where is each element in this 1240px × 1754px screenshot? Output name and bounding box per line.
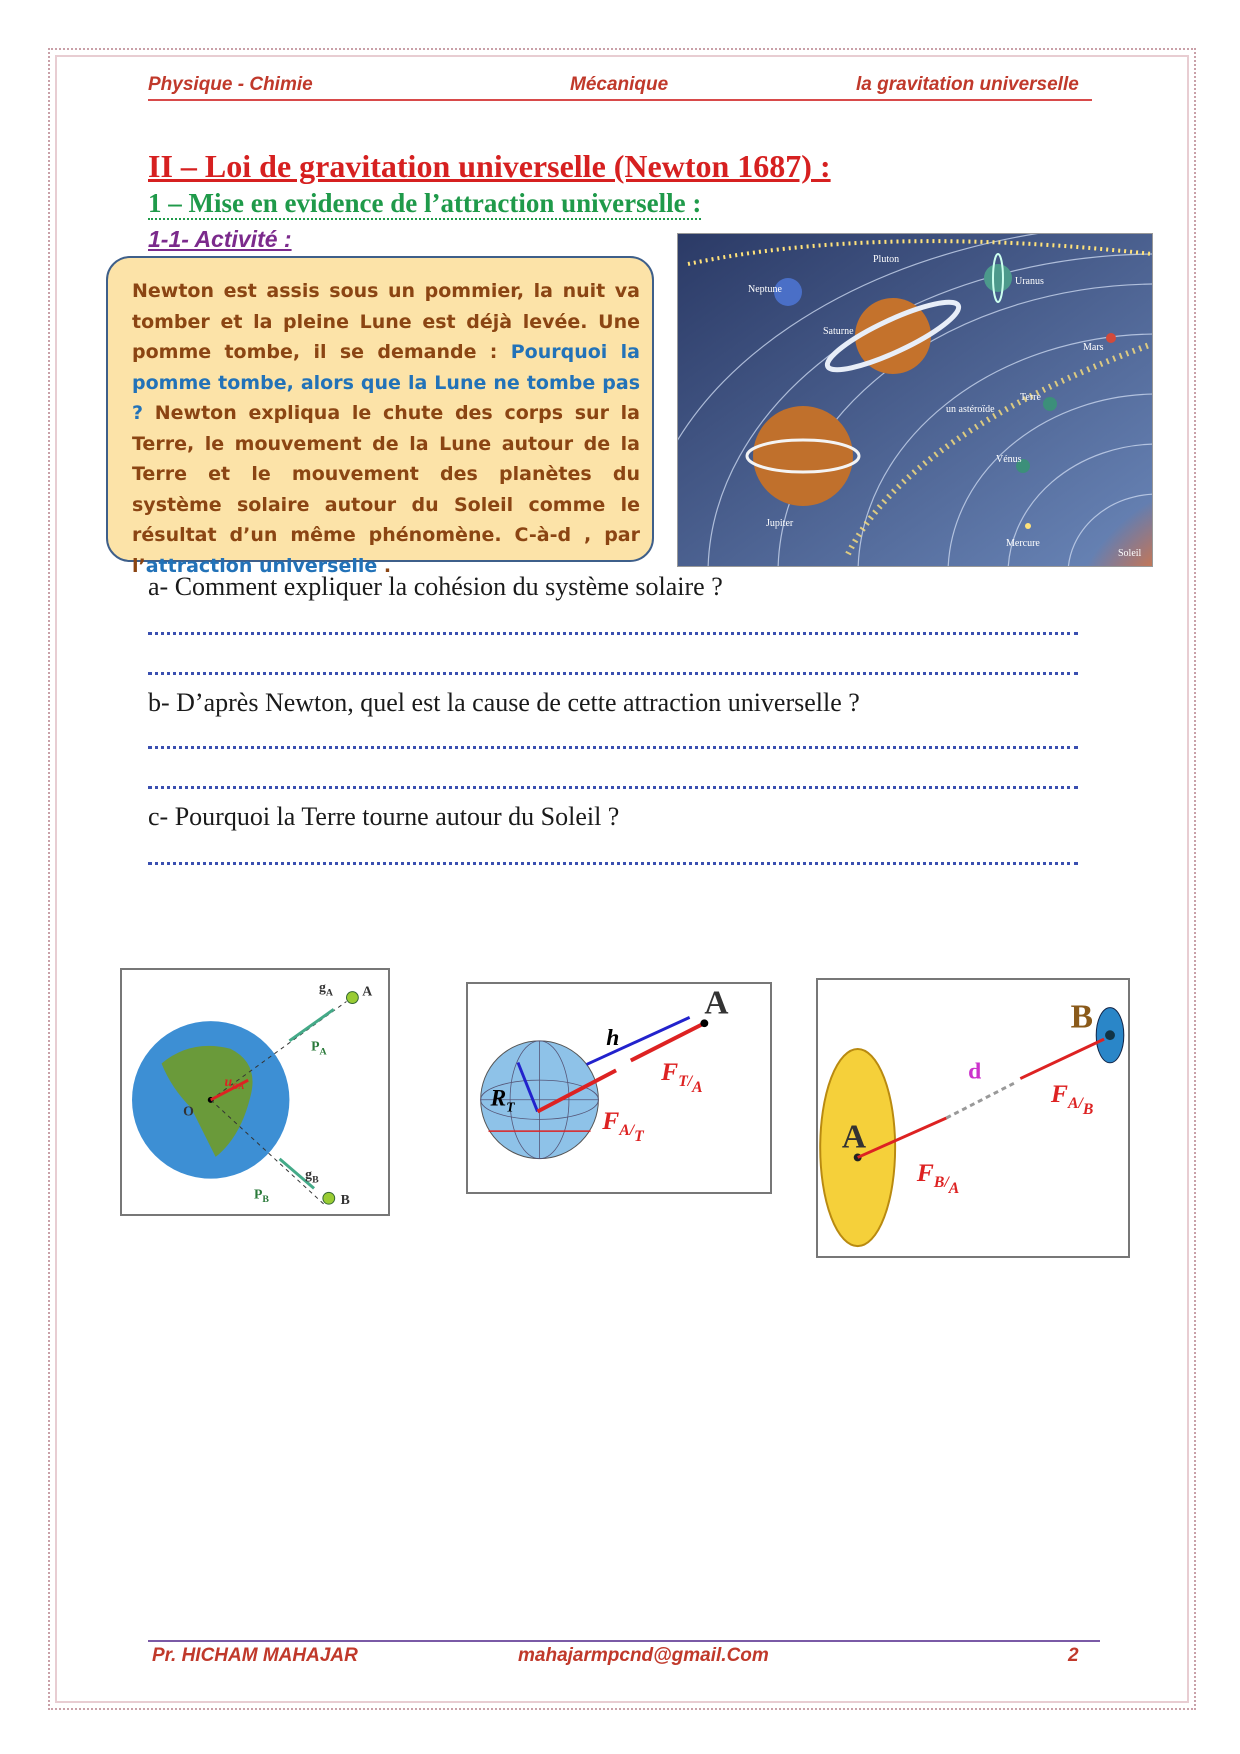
header-topic: la gravitation universelle xyxy=(856,74,1079,95)
svg-text:FB/A: $F_B/_A$ xyxy=(916,1158,960,1197)
figure-earth-weight xyxy=(120,968,390,1216)
svg-text:Vénus: Vénus xyxy=(996,454,1022,465)
header-subject: Physique - Chimie xyxy=(148,74,313,95)
svg-text:A: A xyxy=(704,984,729,1022)
svg-text:Terre: Terre xyxy=(1020,392,1041,403)
footer-author: Pr. HICHAM MAHAJAR xyxy=(152,1645,358,1666)
figure-two-bodies xyxy=(816,978,1130,1258)
svg-text:O: O xyxy=(183,1103,194,1119)
svg-text:Mercure: Mercure xyxy=(1006,538,1040,549)
svg-text:RT: $R_T$ xyxy=(490,1085,515,1115)
svg-text:PA: $P_A$ xyxy=(311,1038,327,1058)
footer-rule xyxy=(148,1640,1100,1642)
svg-text:PB: $P_B$ xyxy=(254,1186,270,1206)
activity-question: Pourquoi la pomme tombe, alors que la Lune ne tombe pas ? xyxy=(132,341,640,424)
footer-email[interactable]: mahajarmpcnd@gmail.Com xyxy=(518,1645,769,1666)
header-rule xyxy=(148,99,1092,101)
svg-text:Neptune: Neptune xyxy=(748,284,782,295)
answer-line-a1[interactable] xyxy=(148,632,1078,637)
svg-text:Mars: Mars xyxy=(1083,342,1104,353)
svg-text:Jupiter: Jupiter xyxy=(766,518,794,529)
svg-text:A: A xyxy=(362,983,373,999)
svg-text:FT/A: $F_T/_A$ xyxy=(661,1057,703,1096)
svg-text:FA/T: $F_A/_T$ xyxy=(602,1106,644,1145)
svg-text:Saturne: Saturne xyxy=(823,326,854,337)
answer-line-c1[interactable] xyxy=(148,862,1078,867)
svg-text:FA/B: $F_A/_B$ xyxy=(1050,1079,1094,1119)
subsection-title: 1 – Mise en evidence de l’attraction universelle : xyxy=(148,188,702,218)
solar-system-image xyxy=(677,233,1153,567)
activity-heading: 1-1- Activité : xyxy=(148,226,292,252)
question-a: a- Comment expliquer la cohésion du système solaire ? xyxy=(148,572,723,601)
jupiter-shape xyxy=(753,406,853,506)
svg-text:gB: $g_B$ xyxy=(305,1166,319,1186)
page-number: 2 xyxy=(1068,1645,1079,1666)
svg-text:uOA: $u_{OA}$ xyxy=(224,1074,245,1092)
section-title: II – Loi de gravitation universelle (Newton 1687) : xyxy=(148,148,831,184)
svg-text:A: A xyxy=(841,1118,867,1156)
answer-line-a2[interactable] xyxy=(148,672,1078,677)
svg-text:Pluton: Pluton xyxy=(873,254,900,265)
svg-text:B: B xyxy=(1070,998,1093,1036)
figure-earth-force xyxy=(466,982,772,1194)
answer-line-b2[interactable] xyxy=(148,786,1078,791)
svg-text:un astéroïde: un astéroïde xyxy=(946,404,995,415)
question-c: c- Pourquoi la Terre tourne autour du Soleil ? xyxy=(148,802,620,831)
svg-text:h: h xyxy=(606,1024,620,1051)
activity-text-box xyxy=(106,256,654,577)
question-b: b- D’après Newton, quel est la cause de cette attraction universelle ? xyxy=(148,688,860,717)
activity-text-1: Newton est assis sous un pommier, la nuit va tomber et la pleine Lune est déjà levée. Une pomme tombe, il se demande : xyxy=(132,280,640,363)
svg-text:gA: $g_A$ xyxy=(318,979,333,999)
svg-text:B: B xyxy=(340,1192,350,1208)
activity-text-end: . xyxy=(377,554,392,577)
activity-text-2: Newton expliqua le chute des corps sur la Terre, le mouvement de la Lune autour de la Terre et le mouvement des planètes du système solaire autour du Soleil comme le résultat d’un même phénomène. C-à-d , par l’ xyxy=(132,402,640,577)
header-chapter: Mécanique xyxy=(570,74,669,95)
answer-line-b1[interactable] xyxy=(148,746,1078,751)
svg-text:Soleil: Soleil xyxy=(1118,548,1142,559)
activity-term: attraction universelle xyxy=(145,554,378,577)
svg-text:Uranus: Uranus xyxy=(1015,276,1044,287)
svg-text:d: d xyxy=(968,1058,982,1085)
